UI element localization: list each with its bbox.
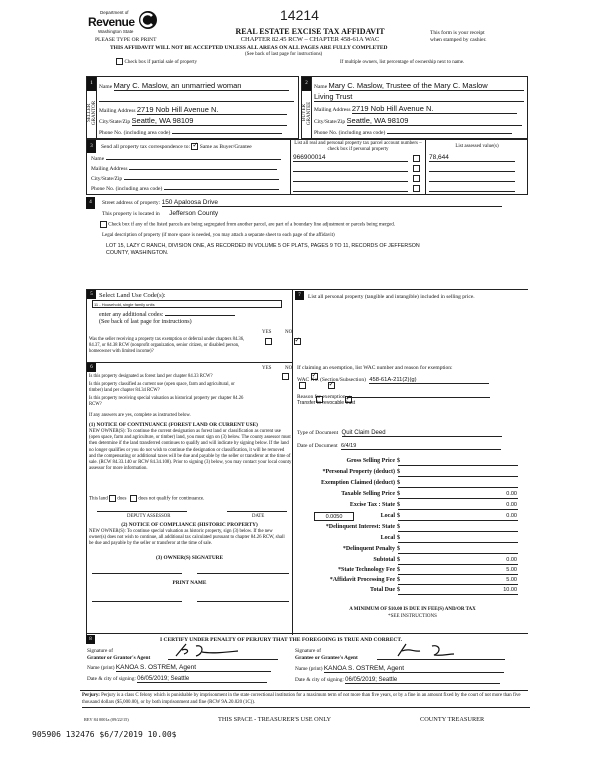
grantee-name-value[interactable]: KANOA S. OSTREM, Agent [324,665,504,673]
notice2-title: (2) NOTICE OF COMPLIANCE (HISTORIC PROPERTY) [121,522,258,528]
county-treasurer: COUNTY TREASURER [420,716,485,723]
tax-row-label: *Delinquent Penalty [342,546,395,552]
dollar-sign: $ [397,458,400,464]
street-label: Street address of property: [102,200,161,206]
parcel-number[interactable] [293,164,408,172]
tax-row-input[interactable] [398,469,518,477]
tax-row-input[interactable] [398,502,518,510]
corr-city-input[interactable] [124,174,279,180]
corr-mailing-input[interactable] [129,164,277,170]
corr-phone-label: Phone No. (including area code) [91,186,163,192]
tax-row-amount: 5.00 [506,577,517,583]
treasurer-use: THIS SPACE - TREASURER'S USE ONLY [218,716,331,723]
tax-row-label: Subtotal [373,557,395,563]
tax-row-input[interactable] [398,567,518,575]
grantee-date-value[interactable]: 06/05/2019; Seattle [345,677,500,684]
segregated-label: Check box if any of the listed parcels are being segregated from another parcel, are part of a boundary line adjustment or parcels being merged. [108,222,395,228]
parcel-number[interactable]: 966900014 [293,154,408,162]
land-use-badge: 5 [87,290,96,299]
same-as-buyer-label: Same as Buyer/Grantee [199,143,252,150]
corr-mailing-label: Mailing Address [91,166,128,172]
parcel-row [293,154,525,163]
tax-row-label: *State Technology Fee [338,567,395,573]
seller-mailing-value[interactable]: 2719 Nob Hill Avenue N. [137,105,287,115]
dollar-sign: $ [397,567,400,573]
land-use-label: Select Land Use Code(s): [99,292,166,299]
buyer-badge: 2 [302,77,311,91]
corr-city-row [91,174,279,182]
tax-row-amount: 10.00 [503,587,517,593]
corr-name-row [91,154,281,162]
additional-codes-label: enter any additional codes: [99,312,164,318]
land-use-see-back: (See back of last page for instructions) [99,319,192,325]
dollar-sign: $ [397,513,400,519]
parcel-number[interactable] [293,184,408,192]
delinquent-interest-state-row [300,524,525,534]
buyer-city-label: City/State/Zip [314,119,346,125]
yes-header: YES [262,330,272,335]
perjury-bold: Perjury: [82,693,100,698]
reason-input[interactable] [347,392,490,398]
street-row [102,199,502,207]
buyer-section [301,76,528,139]
property-badge: 4 [86,197,95,209]
doc-date-label: Date of Document [297,443,338,449]
doc-type-value[interactable]: Quit Claim Deed [342,430,502,437]
owner-sig-title: (3) OWNER(S) SIGNATURE [156,555,223,561]
personal-property-checkbox[interactable] [413,185,420,192]
land-use-select[interactable] [92,300,282,308]
grantor-name-row [87,664,271,672]
logo-line2: Revenue [88,15,135,29]
seller-side-label: SELLER GRANTOR [87,100,97,126]
excise-tax-local-row [300,513,525,523]
tax-row-input[interactable] [398,557,518,565]
print-name-label: PRINT NAME [172,580,207,586]
personal-property-deduct-row [300,469,525,479]
seller-section [86,76,299,139]
buyer-phone-value[interactable] [387,128,512,134]
tax-row-amount: 0.00 [506,513,517,519]
doc-date-value[interactable]: 6/4/19 [341,443,501,450]
corr-phone-row [91,184,279,192]
multiple-owners-note: If multiple owners, list percentage of ownership next to name. [340,60,465,65]
same-as-buyer-checkbox[interactable] [191,143,198,150]
assessed-value[interactable]: 78,644 [429,154,515,162]
corr-name-input[interactable] [106,154,281,160]
logo-line1: Department of [100,10,129,15]
delinquent-penalty-row [300,546,525,556]
grantor-date-value[interactable]: 06/05/2019; Seattle [137,676,267,683]
partial-sale-checkbox[interactable] [116,58,123,65]
continuance-row [89,495,204,502]
doc-date-row [297,443,501,450]
exemption-question: Was the seller receiving a property tax exemption or deferral under chapters 84.36, 84.37, or 84.38 RCW (nonprofit organization, senior citizen, or disabled person, homeowner with limited income)? [89,337,245,354]
assessor-date-line[interactable] [227,511,287,512]
doc-type-row [297,430,502,437]
tax-row-input[interactable] [398,491,518,499]
reason-label: Reason for exemption [297,394,346,400]
footer-divider [80,690,528,691]
buyer-name-row [314,81,524,91]
grantor-sig-label-1: Signature of [87,648,114,654]
grantee-name-row [295,665,504,673]
tax-row-amount: 0.00 [506,502,517,508]
perjury-notice [82,693,530,708]
dollar-sign: $ [397,491,400,497]
seller-phone-value[interactable] [172,128,282,134]
land-use-selected: 11 - Household, single family units [94,302,155,307]
grantor-date-row [87,676,267,683]
partial-sale-row [116,58,197,65]
buyer-mailing-value[interactable]: 2719 Nob Hill Avenue N. [352,104,517,114]
personal-property-checkbox[interactable] [413,155,420,162]
seller-mailing-row [99,105,287,115]
wac-label: WAC No. (Section/Subsection) [297,377,366,383]
if-yes-note: If any answers are yes, complete as instructed below. [89,413,191,418]
tax-row-amount: 0.00 [506,557,517,563]
personal-property-badge: 7 [295,291,304,300]
tax-row-input[interactable] [398,546,518,554]
tax-row-label: *Affidavit Processing Fee [329,577,395,583]
dor-swirl-icon [138,10,158,30]
grantor-signature-field[interactable] [168,646,278,660]
exemption-yes-checkbox[interactable] [265,338,272,345]
seller-phone-row [99,128,282,136]
street-value[interactable]: 150 Apaloosa Drive [162,199,502,207]
dollar-sign: $ [397,469,400,475]
buyer-city-value[interactable]: Seattle, WA 98109 [347,116,522,126]
grantee-name-label: Name (print) [295,666,323,672]
exemption-claimed-row [300,480,525,490]
delinquent-interest-local-row [300,535,525,545]
grantee-signature-field[interactable] [377,646,505,660]
located-row [102,210,218,217]
grantee-signature-icon [392,642,492,658]
certify-badge: 8 [86,635,95,644]
corr-name-label: Name [91,156,105,162]
legal-description-line2[interactable]: COUNTY, WASHINGTON. [106,250,169,256]
deputy-assessor-label: DEPUTY ASSESSOR [127,514,171,519]
left-column [86,290,293,635]
receipt-note-1: This form is your receipt [430,30,485,36]
correspondence-header [101,143,252,150]
does-not-qualify-checkbox[interactable] [130,495,137,502]
please-type: PLEASE TYPE OR PRINT [95,37,157,43]
deputy-assessor-line[interactable] [97,511,187,512]
logo-line3: Washington State [98,29,134,34]
legal-label: Legal description of property (if more space is needed, you may attach a separate sheet to each page of the affidavit) [102,233,335,238]
handwritten-number: 14214 [280,7,319,23]
grantor-signature-icon [168,642,268,658]
buyer-name-label: Name [314,84,328,90]
seller-name-label: Name [99,84,113,90]
segregated-row [100,221,395,228]
personal-property-checkbox[interactable] [413,175,420,182]
reason-value[interactable]: Transfer to revocable trust [297,400,356,406]
seller-badge: 1 [87,77,96,91]
correspondence-label: Send all property tax correspondence to: [101,143,191,150]
tax-row-input[interactable] [398,587,518,595]
forest-q2: Is this property classified as current use (open space, farm and agricultural, or timber) land per chapter 84.34 RCW? [89,382,235,393]
owner-signature-line-2[interactable] [197,573,289,574]
total-due-row [300,587,525,597]
owner-signature-line-1[interactable] [92,573,182,574]
does-not-label: does not [138,496,156,502]
buyer-phone-label: Phone No. (including area code) [314,130,386,136]
dollar-sign: $ [397,535,400,541]
correspondence-section [86,139,528,195]
excise-tax-state-row [300,502,525,512]
grantee-date-row [295,677,500,684]
parcel-row [293,184,525,193]
legal-description-line1[interactable]: LOT 15, LAZY C RANCH, DIVISION ONE, AS RECORDED IN VOLUME 5 OF PLATS, PAGES 9 TO 11, RECORDS OF JEFFERSON [106,243,420,249]
no-header: NO [285,366,293,371]
seller-name-value[interactable]: Mary C. Maslow, an unmarried woman [114,81,289,91]
forest-badge: 6 [87,363,96,372]
instructions-note: (See back of last page for instructions) [245,52,323,57]
tax-row-label: Excise Tax : State [349,502,395,508]
dollar-sign: $ [397,557,400,563]
personal-property-label: List all personal property (tangible and intangible) included in selling price. [308,294,475,300]
tax-row-label: Total Due [370,587,395,593]
form-title: REAL ESTATE EXCISE TAX AFFIDAVIT [235,27,385,36]
grantor-sig-label-2: Grantor or Grantor's Agent [87,654,151,661]
reason-row [297,392,490,400]
certify-divider [86,633,528,634]
tax-row-label: Gross Selling Price [346,458,395,464]
correspondence-badge: 3 [87,140,96,153]
notice1-body: NEW OWNER(S): To continue the current designation as forest land or classification as current use (open space, farm and agriculture, or timber) land, you must sign on (3) below. The county assessor must then determine if the land transferred continues to qualify and will indicate by signing below. If the land no longer qualifies or you do not wish to continue the designation or classification, it will be removed and the compensating or additional taxes will be due and payable by the seller or transferor at the time of sale. (RCW 84.33.140 or RCW 84.34.108). Prior to signing (3) below, you may contact your local county assessor for more information. [89,429,292,472]
seller-name-row [99,81,294,91]
print-name-line-1[interactable] [92,601,182,602]
seller-phone-label: Phone No. (including area code) [99,130,171,136]
forest-q3: Is this property receiving special valuation as historical property per chapter 84.26 RCW? [89,396,244,407]
grantee-sig-label-1: Signature of [295,648,322,654]
taxable-selling-price-row [300,491,525,501]
dor-logo [88,10,158,40]
affidavit-processing-fee-row [300,577,525,587]
corr-mailing-row [91,164,277,172]
dollar-sign: $ [397,546,400,552]
yes-header: YES [262,366,272,371]
certify-statement: I CERTIFY UNDER PENALTY OF PERJURY THAT THE FOREGOING IS TRUE AND CORRECT. [160,637,403,643]
dollar-sign: $ [397,502,400,508]
parcel-row [293,164,525,173]
rev-number: REV 84 0001a (09/22/15) [84,717,129,722]
additional-codes-input[interactable] [165,310,235,316]
county-value[interactable]: Jefferson County [169,210,219,217]
tax-row-label: *Personal Property (deduct) [322,469,395,475]
local-rate-box[interactable]: 0.0050 [314,512,354,521]
seller-city-row [99,116,287,126]
parcels-header: List all real and personal property tax parcel account numbers – check box if personal property [294,141,422,152]
dollar-sign: $ [397,524,400,530]
recording-stamp: 905906 132476 $6/7/2019 10.00$ [32,730,177,739]
section-6-divider [87,362,292,363]
corr-phone-input[interactable] [164,184,279,190]
tax-row-input[interactable] [398,524,518,532]
buyer-mailing-row [314,104,517,114]
assessed-header: List assessed value(s) [455,144,499,149]
notice1-title: (1) NOTICE OF CONTINUANCE (FOREST LAND OR CURRENT USE) [89,422,258,428]
tax-row-input[interactable] [398,577,518,585]
does-label: does [117,496,127,502]
corr-city-label: City/State/Zip [91,176,123,182]
tax-row-input[interactable] [398,535,518,543]
dollar-sign: $ [397,577,400,583]
buyer-name-value-2[interactable]: Living Trust [314,92,524,102]
subtotal-row [300,557,525,567]
wac-value[interactable]: 458-61A-211(2)(g) [369,377,489,384]
exemption-no-checkbox[interactable] [294,338,301,345]
notice2-body: NEW OWNER(S): To continue special valuation as historic property, sign (3) below. If the new owner(s) does not wish to continue, all additional tax calculated pursuant to chapter 84.26 RCW, shall be due and payable by the seller or transferor at the time of sale. [89,529,285,547]
grantor-date-label: Date & city of signing: [87,676,136,682]
located-label: This property is located in [102,211,160,217]
tax-row-input[interactable] [398,480,518,488]
assessed-value[interactable] [429,184,515,192]
doc-type-label: Type of Document [297,430,339,436]
grantor-name-value[interactable]: KANOA S. OSTREM, Agent [116,664,271,672]
dollar-sign: $ [397,587,400,593]
completion-warning: THIS AFFIDAVIT WILL NOT BE ACCEPTED UNLESS ALL AREAS ON ALL PAGES ARE FULLY COMPLETED [110,45,388,51]
seller-mailing-label: Mailing Address [99,108,136,114]
perjury-text: Perjury is a class C felony which is punishable by imprisonment in the state correctional institution for a maximum term of not more than five years, or by a fine in an amount fixed by the court of not more than five thousand dollars ($5,000.00), or by both imprisonment and fine (RCW 9A.20.020 (1C)). [82,693,521,705]
tax-row-label: Local [380,535,395,541]
parcel-row [293,174,525,183]
buyer-name-value[interactable]: Mary C. Maslow, Trustee of the Mary C. Maslow [329,81,524,91]
tax-row-label: Local [380,513,395,519]
tax-row-label: *Delinquent Interest: State [325,524,395,530]
tax-row-input[interactable] [398,458,518,466]
see-instructions-note: *SEE INSTRUCTIONS [388,614,437,619]
grantor-sig-label [87,648,150,662]
forest-q1-yes[interactable] [282,373,289,380]
buyer-side-label: BUYER GRANTEE [302,101,312,125]
tax-row-amount: 0.00 [506,491,517,497]
grantee-sig-label [295,648,358,662]
seller-city-value[interactable]: Seattle, WA 98109 [132,116,287,126]
dollar-sign: $ [397,480,400,486]
buyer-mailing-label: Mailing Address [314,107,351,113]
minimum-due-note: A MINIMUM OF $10.00 IS DUE IN FEE(S) AND/OR TAX [349,607,476,612]
state-technology-fee-row [300,567,525,577]
receipt-note-2: when stamped by cashier. [430,37,487,43]
exemption-label: If claiming an exemption, list WAC number and reason for exemption: [297,365,453,371]
buyer-name-line2 [314,92,524,102]
assessed-value[interactable] [429,174,515,182]
no-header: NO [285,330,293,335]
additional-codes-row [99,310,235,318]
tax-row-label: Exemption Claimed (deduct) [321,480,395,486]
seller-city-label: City/State/Zip [99,119,131,125]
grantee-sig-label-2: Grantee or Grantee's Agent [295,654,358,661]
personal-property-checkbox[interactable] [413,165,420,172]
print-name-line-2[interactable] [197,601,289,602]
tax-row-label: Taxable Selling Price [341,491,395,497]
forest-q1: Is this property designated as forest land per chapter 84.33 RCW? [89,374,213,379]
partial-sale-label: Check box if partial sale of property [124,59,197,65]
this-land-label: This land [89,496,108,502]
form-subtitle: CHAPTER 82.45 RCW – CHAPTER 458-61A WAC [240,36,380,43]
date-label: DATE [252,514,265,519]
tax-row-input[interactable] [398,513,518,521]
seller-name-line2[interactable] [99,101,294,102]
assessed-value[interactable] [429,164,515,172]
qualify-label: qualify for continuance. [156,496,205,502]
segregated-checkbox[interactable] [100,221,107,228]
buyer-city-row [314,116,522,126]
buyer-phone-row [314,128,512,136]
wac-row [297,377,489,384]
tax-row-amount: 5.00 [506,567,517,573]
grantor-name-label: Name (print) [87,665,115,671]
gross-selling-price-row [300,458,525,468]
parcel-number[interactable] [293,174,408,182]
grantee-date-label: Date & city of signing: [295,677,344,683]
does-qualify-checkbox[interactable] [109,495,116,502]
